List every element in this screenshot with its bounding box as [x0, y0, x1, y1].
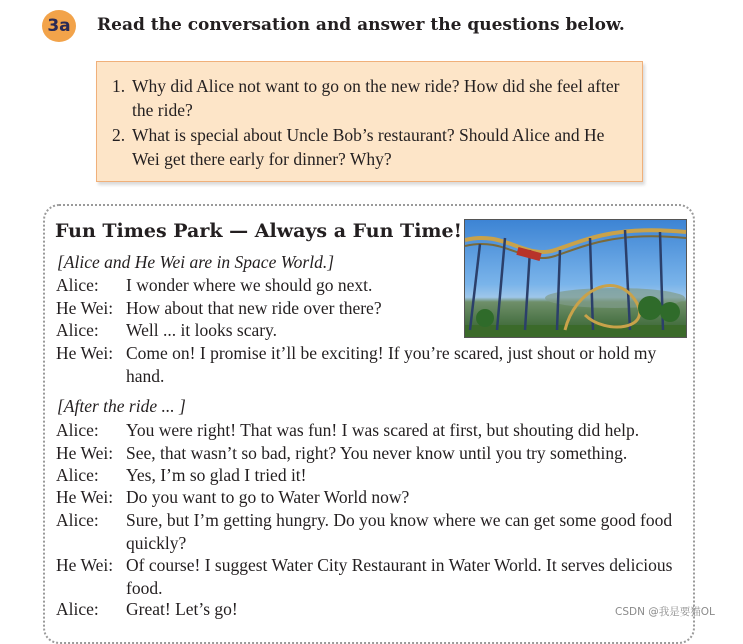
dialogue-text: You were right! That was fun! I was scared at first, but shouting did help. [126, 420, 640, 440]
speaker-name: He Wei: [56, 443, 114, 463]
instruction-heading: Read the conversation and answer the questions below. [97, 15, 625, 35]
speaker-name: He Wei: [56, 555, 114, 575]
source-watermark: CSDN @我是要猫OL [615, 606, 715, 618]
question-text: Why did Alice not want to go on the new ride? How did she feel after the ride? [132, 76, 620, 120]
speaker-name: Alice: [56, 420, 99, 440]
speaker-name: Alice: [56, 320, 99, 340]
dialogue-text: Do you want to go to Water World now? [126, 487, 410, 507]
speaker-name: Alice: [56, 465, 99, 485]
dialogue-text: Sure, but I’m getting hungry. Do you know where we can get some good food quickly? [126, 510, 673, 553]
dialogue-text: How about that new ride over there? [126, 298, 382, 318]
dialogue-text: Great! Let’s go! [126, 599, 238, 619]
dialogue-text: I wonder where we should go next. [126, 275, 373, 295]
dialogue-text: Come on! I promise it’ll be exciting! If you’re scared, just shout or hold my hand. [126, 343, 657, 386]
speaker-name: He Wei: [56, 343, 114, 363]
speaker-name: Alice: [56, 510, 99, 530]
question-number: 1. [112, 76, 126, 96]
speaker-name: Alice: [56, 599, 99, 619]
dialogue-text: Yes, I’m so glad I tried it! [126, 465, 307, 485]
speaker-name: Alice: [56, 275, 99, 295]
speaker-name: He Wei: [56, 298, 114, 318]
dialogue-text: Of course! I suggest Water City Restaurant in Water World. It serves delicious food. [126, 555, 673, 598]
question-number: 2. [112, 125, 126, 145]
conversation-title: Fun Times Park — Always a Fun Time! [55, 220, 462, 242]
dialogue-text: See, that wasn’t so bad, right? You never know until you try something. [126, 443, 628, 463]
stage-direction: [After the ride ... ] [57, 396, 186, 416]
speaker-name: He Wei: [56, 487, 114, 507]
dialogue-text: Well ... it looks scary. [126, 320, 278, 340]
question-text: What is special about Uncle Bob’s restaurant? Should Alice and He Wei get there early for dinner? Why? [132, 125, 605, 169]
stage-direction: [Alice and He Wei are in Space World.] [57, 252, 335, 272]
activity-badge: 3a [42, 10, 76, 42]
